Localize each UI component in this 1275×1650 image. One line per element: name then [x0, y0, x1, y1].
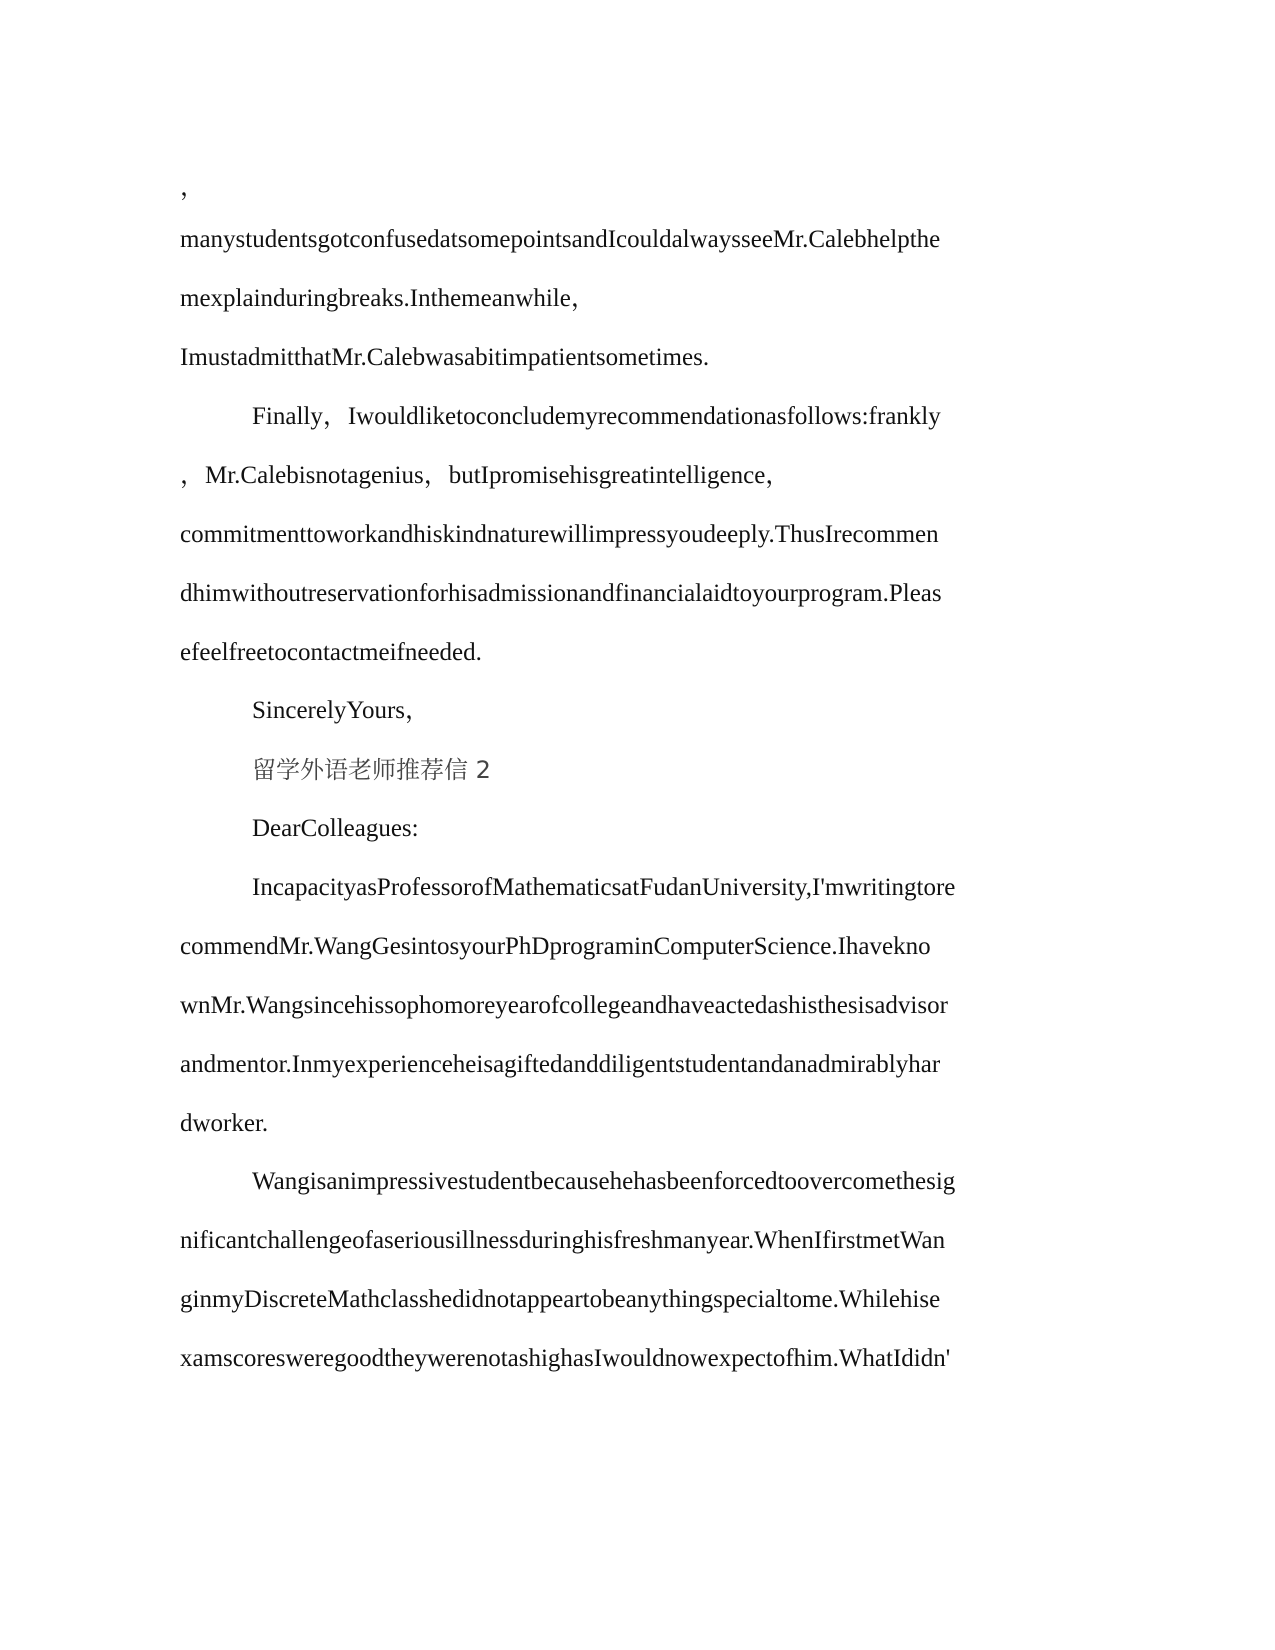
text-line: xamscoresweregoodtheywerenotashighasIwouldnowexpectofhim.WhatIdidn' — [180, 1345, 951, 1372]
text-line: ImustadmitthatMr.Calebwasabitimpatientsometimes. — [180, 344, 710, 371]
text-line: dworker. — [180, 1110, 269, 1137]
text-line: dhimwithoutreservationforhisadmissionandfinancialaidtoyourprogram.Pleas — [180, 580, 942, 607]
text-line: commitmenttoworkandhiskindnaturewillimpressyoudeeply.ThusIrecommen — [180, 521, 939, 548]
text-line: nificantchallengeofaseriousillnessduringhisfreshmanyear.WhenIfirstmetWan — [180, 1227, 946, 1254]
paragraph-first-line: Wangisanimpressivestudentbecausehehasbeenforcedtoovercomethesig — [252, 1168, 956, 1195]
text-line: commendMr.WangGesintosyourPhDprograminComputerScience.Ihavekno — [180, 933, 931, 960]
text-line: ginmyDiscreteMathclasshedidnotappeartobeanythingspecialtome.Whilehise — [180, 1286, 941, 1313]
section-heading: 留学外语老师推荐信 2 — [252, 756, 491, 784]
text-line: mexplainduringbreaks.Inthemeanwhile， — [180, 285, 596, 312]
paragraph-first-line: IncapacityasProfessorofMathematicsatFudanUniversity,I'mwritingtore — [252, 874, 956, 901]
text-line: ，Mr.Calebisnotagenius，butIpromisehisgreatintelligence， — [180, 462, 791, 489]
text-line: manystudentsgotconfusedatsomepointsandIcouldalwaysseeMr.Calebhelpthe — [180, 226, 941, 253]
text-line: ， — [180, 174, 206, 201]
salutation: DearColleagues: — [252, 815, 419, 842]
text-line: wnMr.Wangsincehissophomoreyearofcollegeandhaveactedashisthesisadvisor — [180, 992, 948, 1019]
paragraph-first-line: Finally，Iwouldliketoconcludemyrecommendationasfollows:frankly — [252, 403, 941, 430]
closing-line: SincerelyYours， — [252, 697, 431, 724]
text-line: andmentor.Inmyexperienceheisagiftedanddiligentstudentandanadmirablyhar — [180, 1051, 941, 1078]
text-line: efeelfreetocontactmeifneeded. — [180, 639, 482, 666]
